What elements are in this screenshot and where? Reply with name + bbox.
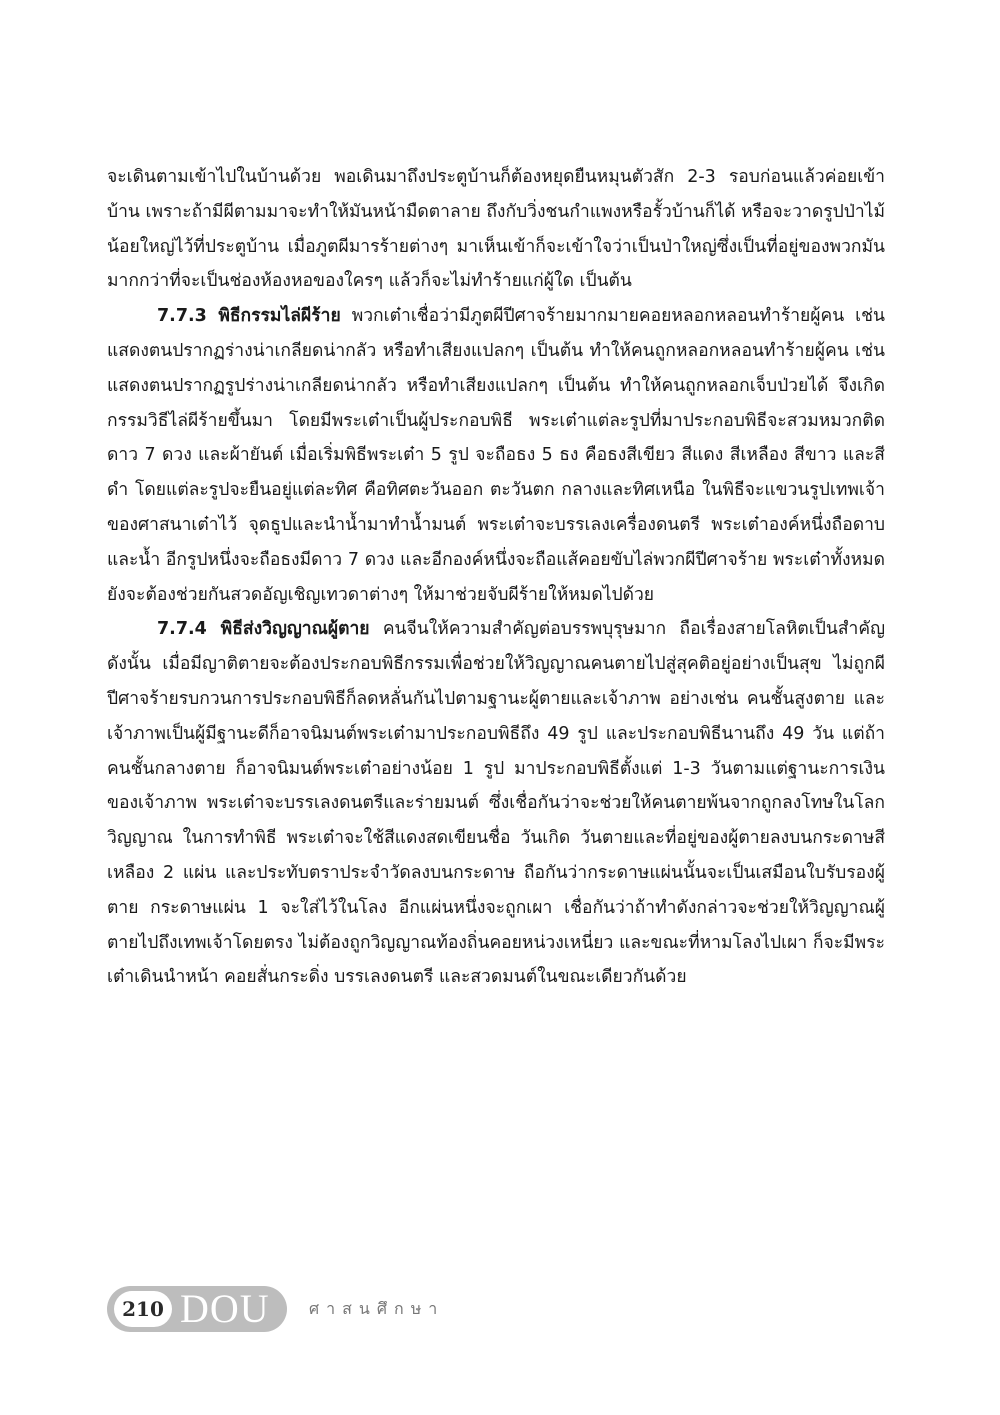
page-footer	[107, 1284, 444, 1334]
page-number: 210	[114, 1291, 172, 1327]
dou-logo-badge	[107, 1286, 287, 1332]
paragraph-section-7-7-4	[107, 612, 885, 995]
paragraph-text: พวกเต๋าเชื่อว่ามีภูตผีปีศาจร้ายมากมายคอยหลอกหลอนทำร้ายผู้คน เช่นแสดงตนปรากฏร่างน่าเกลียดน่ากลัว หรือทำเสียงแปลกๆ เป็นต้น ทำให้คนถูกหลอกหลอนทำร้ายผู้คน เช่นแสดงตนปรากฏรูปร่างน่าเกลียดน่ากลัว หรือทำเสียงแปลกๆ เป็นต้น ทำให้คนถูกหลอกเจ็บป่วยได้ จึงเกิดกรรมวิธีไล่ผีร้ายขึ้นมา โดยมีพระเต๋าเป็นผู้ประกอบพิธี พระเต๋าแต่ละรูปที่มาประกอบพิธีจะสวมหมวกติดดาว 7 ดวง และผ้ายันต์ เมื่อเริ่มพิธีพระเต๋า 5 รูป จะถือธง 5 ธง คือธงสีเขียว สีแดง สีเหลือง สีขาว และสีดำ โดยแต่ละรูปจะยืนอยู่แต่ละทิศ คือทิศตะวันออก ตะวันตก กลางและทิศเหนือ ในพิธีจะแขวนรูปเทพเจ้าของศาสนาเต๋าไว้ จุดธูปและนำน้ำมาทำน้ำมนต์ พระเต๋าจะบรรเลงเครื่องดนตรี พระเต๋าองค์หนึ่งถือดาบและน้ำ อีกรูปหนึ่งจะถือธงมีดาว 7 ดวง และอีกองค์หนึ่งจะถือแส้คอยขับไล่พวกผีปีศาจร้าย พระเต๋าทั้งหมดยังจะต้องช่วยกันสวดอัญเชิญเทวดาต่างๆ ให้มาช่วยจับผีร้ายให้หมดไปด้วย	[107, 306, 886, 605]
section-heading-7-7-4: 7.7.4 พิธีส่งวิญญาณผู้ตาย	[157, 619, 370, 640]
section-heading-7-7-3: 7.7.3 พิธีกรรมไล่ผีร้าย	[157, 306, 341, 327]
course-title: ศาสนศึกษา	[309, 1298, 445, 1318]
dou-logo: DOU	[180, 1286, 270, 1331]
paragraph-text: จะเดินตามเข้าไปในบ้านด้วย พอเดินมาถึงประตูบ้านก็ต้องหยุดยืนหมุนตัวสัก 2-3 รอบก่อนแล้วค่อยเข้าบ้าน เพราะถ้ามีผีตามมาจะทำให้มันหน้ามืดตาลาย ถึงกับวิ่งชนกำแพงหรือรั้วบ้านก็ได้ หรือจะวาดรูปป่าไม้น้อยใหญ่ไว้ที่ประตูบ้าน เมื่อภูตผีมารร้ายต่างๆ มาเห็นเข้าก็จะเข้าใจว่าเป็นป่าใหญ่ซึ่งเป็นที่อยู่ของพวกมันมากกว่าที่จะเป็นช่องห้องหอของใครๆ แล้วก็จะไม่ทำร้ายแก่ผู้ใด เป็นต้น	[107, 167, 885, 292]
paragraph-section-7-7-3	[107, 299, 885, 612]
paragraph-text: คนจีนให้ความสำคัญต่อบรรพบุรุษมาก ถือเรื่องสายโลหิตเป็นสำคัญ ดังนั้น เมื่อมีญาติตายจะต้องประกอบพิธีกรรมเพื่อช่วยให้วิญญาณคนตายไปสู่สุคติอยู่อย่างเป็นสุข ไม่ถูกผีปีศาจร้ายรบกวนการประกอบพิธีก็ลดหลั่นกันไปตามฐานะผู้ตายและเจ้าภาพ อย่างเช่น คนชั้นสูงตาย และเจ้าภาพเป็นผู้มีฐานะดีก็อาจนิมนต์พระเต๋ามาประกอบพิธีถึง 49 รูป และประกอบพิธีนานถึง 49 วัน แต่ถ้าคนชั้นกลางตาย ก็อาจนิมนต์พระเต๋าอย่างน้อย 1 รูป มาประกอบพิธีตั้งแต่ 1-3 วันตามแต่ฐานะการเงินของเจ้าภาพ พระเต๋าจะบรรเลงดนตรีและร่ายมนต์ ซึ่งเชื่อกันว่าจะช่วยให้คนตายพ้นจากถูกลงโทษในโลกวิญญาณ ในการทำพิธี พระเต๋าจะใช้สีแดงสดเขียนชื่อ วันเกิด วันตายและที่อยู่ของผู้ตายลงบนกระดาษสีเหลือง 2 แผ่น และประทับตราประจำวัดลงบนกระดาษ ถือกันว่ากระดาษแผ่นนั้นจะเป็นเสมือนใบรับรองผู้ตาย กระดาษแผ่น 1 จะใส่ไว้ในโลง อีกแผ่นหนึ่งจะถูกเผา เชื่อกันว่าถ้าทำดังกล่าวจะช่วยให้วิญญาณผู้ตายไปถึงเทพเจ้าโดยตรง ไม่ต้องถูกวิญญาณท้องถิ่นคอยหน่วงเหนี่ยว และขณะที่หามโลงไปเผา ก็จะมีพระเต๋าเดินนำหน้า คอยสั่นกระดิ่ง บรรเลงดนตรี และสวดมนต์ในขณะเดียวกันด้วย	[107, 619, 885, 988]
paragraph-continued	[107, 160, 885, 299]
page-body	[107, 160, 885, 995]
